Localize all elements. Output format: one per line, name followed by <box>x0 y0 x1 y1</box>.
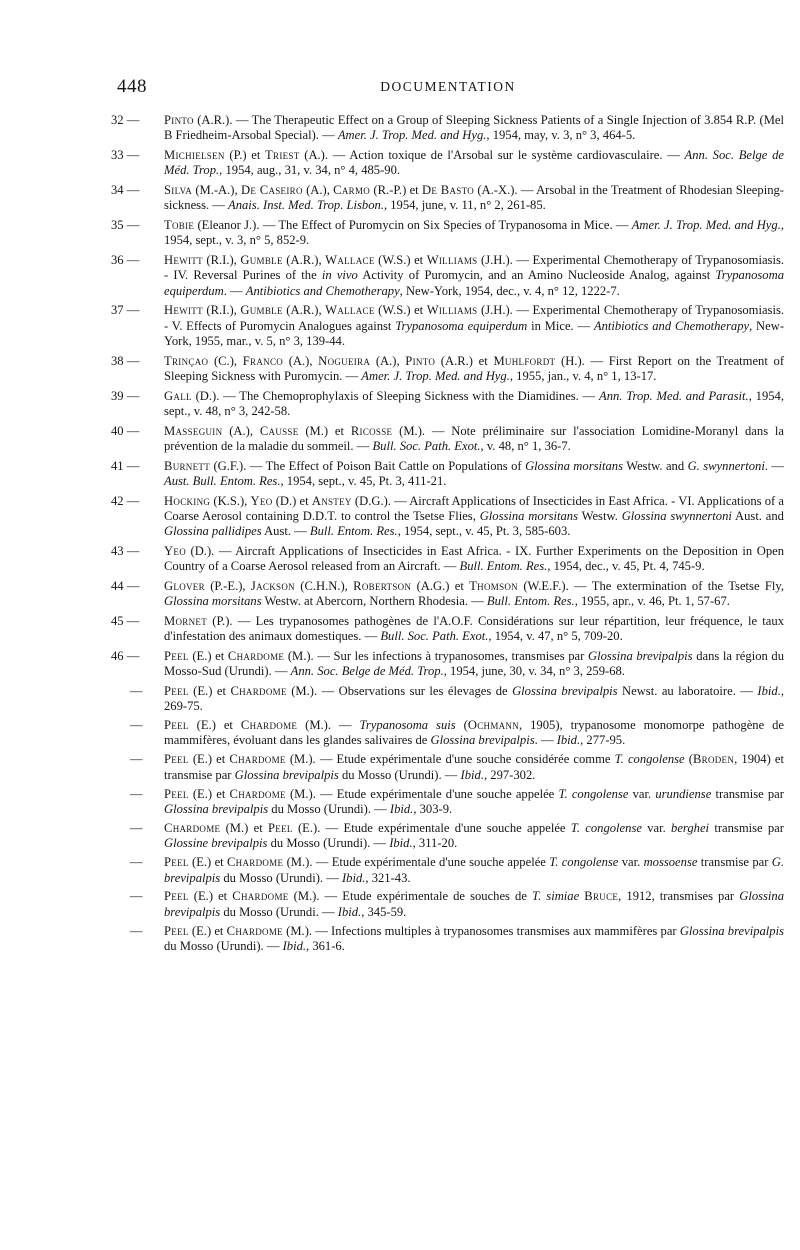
reference-number: 39 — <box>111 388 140 403</box>
reference-number: 40 — <box>111 423 140 438</box>
reference-entry <box>111 889 784 920</box>
reference-text: Hewitt (R.I.), Gumble (A.R.), Wallace (W.S.) et Williams (J.H.). — Experimental Chemotherapy of Trypanosomiasis. - V. Effects of Puromycin Analogues against Trypanosoma equiperdum in Mice. — Antibiotics and Chemotherapy, New-York, 1955, mar., v. 5, n° 3, 139-44. <box>164 303 785 348</box>
reference-entry <box>111 684 784 715</box>
reference-entry <box>111 354 784 385</box>
reference-text: Peel (E.) et Chardome (M.). — Trypanosoma suis (Ochmann, 1905), trypanosome monomorpe pathogène de mammifères, évoluant dans les glandes salivaires de Glossina brevipalpis. — Ibid., 277-95. <box>164 718 785 748</box>
reference-text: Gall (D.). — The Chemoprophylaxis of Sleeping Sickness with the Diamidines. — Ann. Trop. Med. and Parasit., 1954, sept., v. 48, n° 3, 242-58. <box>164 388 784 418</box>
reference-entry <box>111 649 784 680</box>
reference-entry <box>111 389 784 420</box>
reference-number: 33 — <box>111 147 140 162</box>
reference-entry <box>111 183 784 214</box>
reference-entry <box>111 459 784 490</box>
reference-number: — <box>111 855 143 870</box>
reference-number: — <box>111 820 143 835</box>
reference-entry <box>111 303 784 349</box>
reference-text: Peel (E.) et Chardome (M.). — Sur les infections à trypanosomes, transmises par Glossina brevipalpis dans la région du Mosso-Sud (Urundi). — Ann. Soc. Belge de Méd. Trop., 1954, june, 30, v. 34, n° 3, 259-68. <box>164 648 784 679</box>
reference-entry <box>111 787 784 818</box>
reference-text: Michielsen (P.) et Triest (A.). — Action toxique de l'Arsobal sur le système cardiovasculaire. — Ann. Soc. Belge de Méd. Trop., 1954, aug., 31, v. 34, n° 4, 485-90. <box>164 147 784 178</box>
running-head: DOCUMENTATION <box>380 79 516 94</box>
reference-number: — <box>111 683 143 698</box>
reference-text: Hocking (K.S.), Yeo (D.) et Anstey (D.G.). — Aircraft Applications of Insecticides in East Africa. - VI. Applications of a Coarse Aerosol containing D.D.T. to control the Tsetse Flies, Glossina morsitans Westw. Glossina swynnertoni Aust. and Glossina pallidipes Aust. — Bull. Entom. Res., 1954, sept., v. 45, Pt. 3, 585-603. <box>164 493 784 539</box>
reference-text: Peel (E.) et Chardome (M.). — Etude expérimentale de souches de T. simiae Bruce, 1912, transmises par Glossina brevipalpis du Mosso (Urundi. — Ibid., 345-59. <box>164 889 785 919</box>
reference-number: 41 — <box>111 458 140 473</box>
reference-text: Burnett (G.F.). — The Effect of Poison Bait Cattle on Populations of Glossina morsitans Westw. and G. swynnertoni. — Aust. Bull. Entom. Res., 1954, sept., v. 45, Pt. 3, 411-21. <box>164 458 785 488</box>
reference-number: 36 — <box>111 252 140 267</box>
reference-number: 32 — <box>111 113 140 127</box>
reference-text: Peel (E.) et Chardome (M.). — Etude expérimentale d'une souche appelée T. congolense var. urundiense transmise par Glossina brevipalpis du Mosso (Urundi). — Ibid., 303-9. <box>164 786 784 816</box>
page-header <box>117 76 779 100</box>
reference-text: Pinto (A.R.). — The Therapeutic Effect on a Group of Sleeping Sickness Patients of a Single Injection of 3.854 R.P. (Mel B Friedheim-Arsobal Special). — Amer. J. Trop. Med. and Hyg., 1954, may, v. 3, n° 3, 464-5. <box>164 113 784 143</box>
reference-entry <box>111 218 784 249</box>
reference-entry <box>111 718 784 749</box>
reference-entry <box>111 821 784 852</box>
reference-list <box>111 113 784 958</box>
reference-entry <box>111 579 784 610</box>
reference-text: Chardome (M.) et Peel (E.). — Etude expérimentale d'une souche appelée T. congolense var. berghei transmise par Glossine brevipalpis du Mosso (Urundi). — Ibid., 311-20. <box>164 820 784 851</box>
reference-text: Silva (M.-A.), De Caseiro (A.), Carmo (R.-P.) et De Basto (A.-X.). — Arsobal in the Treatment of Rhodesian Sleeping-sickness. — Anais. Inst. Med. Trop. Lisbon., 1954, june, v. 11, n° 2, 261-85. <box>164 182 784 213</box>
reference-number: 46 — <box>111 648 140 663</box>
reference-text: Glover (P.-E.), Jackson (C.H.N.), Robertson (A.G.) et Thomson (W.E.F.). — The extermination of the Tsetse Fly, Glossina morsitans Westw. at Abercorn, Northern Rhodesia. — Bull. Entom. Res., 1955, apr., v. 46, Pt. 1, 57-67. <box>164 578 784 609</box>
reference-text: Peel (E.) et Chardome (M.). — Etude expérimentale d'une souche appelée T. congolense var. mossoense transmise par G. brevipalpis du Mosso (Urundi). — Ibid., 321-43. <box>164 855 784 885</box>
reference-entry <box>111 924 784 955</box>
reference-number: 45 — <box>111 613 140 628</box>
reference-entry <box>111 752 784 783</box>
reference-number: 37 — <box>111 303 140 318</box>
reference-text: Tobie (Eleanor J.). — The Effect of Puromycin on Six Species of Trypanosoma in Mice. — Amer. J. Trop. Med. and Hyg., 1954, sept., v. 3, n° 5, 852-9. <box>164 217 785 248</box>
reference-number: 35 — <box>111 217 140 232</box>
reference-number: 43 — <box>111 543 140 558</box>
reference-number: — <box>111 923 143 938</box>
reference-entry <box>111 614 784 645</box>
reference-number: — <box>111 752 143 767</box>
reference-text: Masseguin (A.), Causse (M.) et Ricosse (M.). — Note préliminaire sur l'association Lomidine-Moranyl dans la prévention de la maladie du sommeil. — Bull. Soc. Path. Exot., v. 48, n° 1, 36-7. <box>164 423 784 453</box>
reference-entry <box>111 253 784 299</box>
reference-number: — <box>111 718 143 733</box>
reference-entry <box>111 113 784 144</box>
page-number: 448 <box>117 76 147 97</box>
reference-entry <box>111 494 784 540</box>
reference-number: 34 — <box>111 182 140 197</box>
reference-entry <box>111 148 784 179</box>
reference-text: Peel (E.) et Chardome (M.). — Etude expérimentale d'une souche considérée comme T. congolense (Broden, 1904) et transmise par Glossina brevipalpis du Mosso (Urundi). — Ibid., 297-302. <box>164 752 785 782</box>
reference-number: — <box>111 889 143 904</box>
reference-text: Yeo (D.). — Aircraft Applications of Insecticides in East Africa. - IX. Further Experiments on the Deposition in Open Country of a Coarse Aerosol released from an Aircraft. — Bull. Entom. Res., 1954, dec., v. 45, Pt. 4, 745-9. <box>164 543 784 574</box>
reference-text: Peel (E.) et Chardome (M.). — Observations sur les élevages de Glossina brevipalpis Newst. au laboratoire. — Ibid., 269-75. <box>164 683 784 714</box>
reference-text: Mornet (P.). — Les trypanosomes pathogènes de l'A.O.F. Considérations sur leur répartition, leur fréquence, le taux d'infestation des animaux domestiques. — Bull. Soc. Path. Exot., 1954, v. 47, n° 5, 709-20. <box>164 613 784 644</box>
reference-entry <box>111 424 784 455</box>
reference-number: 38 — <box>111 353 140 368</box>
reference-text: Trinçao (C.), Franco (A.), Nogueira (A.), Pinto (A.R.) et Muhlfordt (H.). — First Report on the Treatment of Sleeping Sickness with Puromycin. — Amer. J. Trop. Med. and Hyg., 1955, jan., v. 4, n° 1, 13-17. <box>164 353 785 383</box>
reference-entry <box>111 544 784 575</box>
reference-text: Peel (E.) et Chardome (M.). — Infections multiples à trypanosomes transmises aux mammifères par Glossina brevipalpis du Mosso (Urundi). — Ibid., 361-6. <box>164 923 784 954</box>
reference-number: 42 — <box>111 493 140 508</box>
reference-number: — <box>111 786 143 801</box>
reference-number: 44 — <box>111 578 140 593</box>
reference-text: Hewitt (R.I.), Gumble (A.R.), Wallace (W.S.) et Williams (J.H.). — Experimental Chemotherapy of Trypanosomiasis. - IV. Reversal Purines of the in vivo Activity of Puromycin, and an Amino Nucleoside Analog, against Trypanosoma equiperdum. — Antibiotics and Chemotherapy, New-York, 1954, dec., v. 4, n° 12, 1222-7. <box>164 252 785 298</box>
reference-entry <box>111 855 784 886</box>
